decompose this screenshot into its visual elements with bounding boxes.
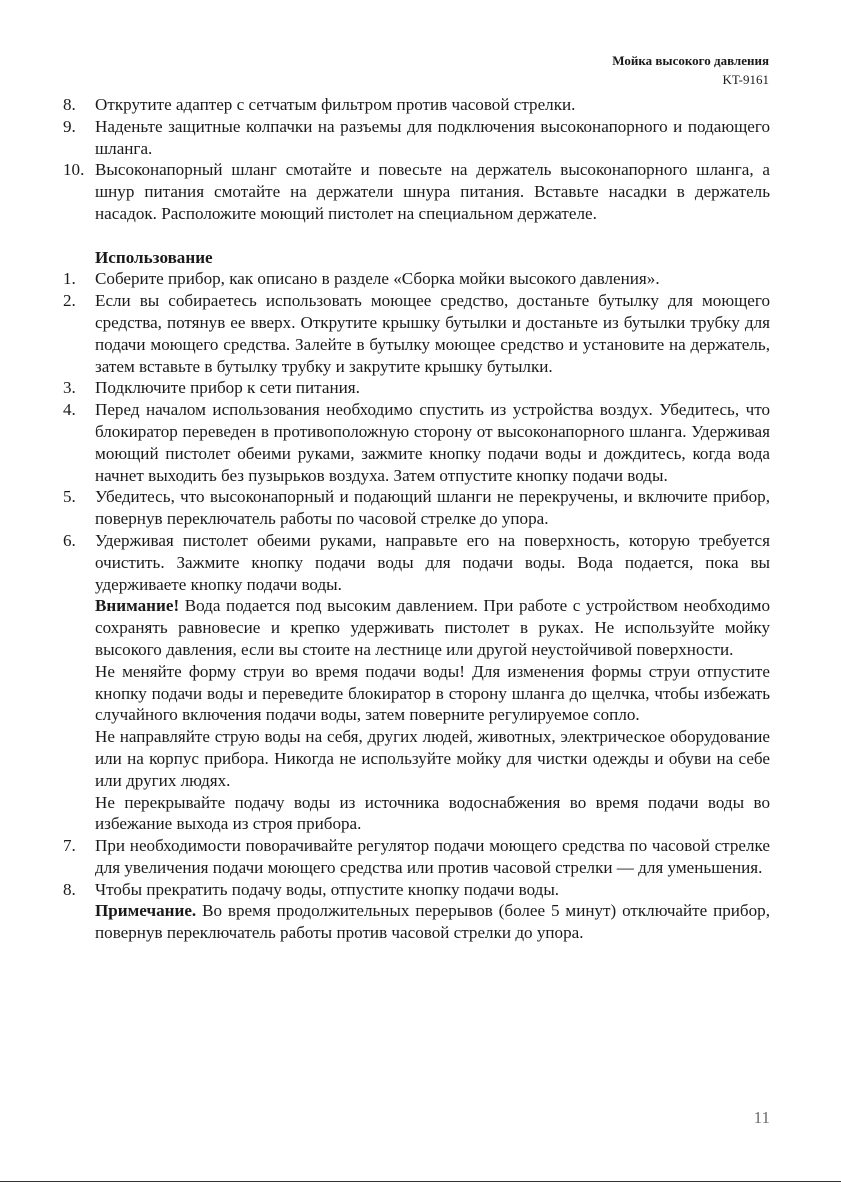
warning-paragraph [63, 595, 770, 660]
item-text: Удерживая пистолет обеими руками, направьте его на поверхность, которую требуется очистить. Зажмите кнопку подачи воды для подачи воды. Вода подается, пока вы удерживаете кнопку подачи воды. [95, 530, 770, 594]
usage-list [63, 268, 770, 595]
item-number: 9. [63, 116, 76, 136]
page-bottom-rule [0, 1181, 841, 1182]
final-list [63, 835, 770, 900]
item-text: Подключите прибор к сети питания. [95, 378, 360, 398]
warning-paragraph: Не меняйте форму струи во время подачи воды! Для изменения формы струи отпустите кнопку подачи воды и переведите блокиратор в сторону шланга до щелчка, чтобы избежать случайного включения подачи воды, затем поверните регулируемое сопло. [95, 661, 770, 725]
item-text: Высоконапорный шланг смотайте и повесьте на держатель высоконапорного шланга, а шнур питания смотайте на держатели шнура питания. Вставьте насадки в держатель насадок. Расположите моющий пистолет на специальном держателе. [95, 160, 770, 223]
section-title: Использование [95, 247, 213, 267]
item-number: 8. [63, 879, 76, 899]
list-item [63, 116, 770, 160]
list-item [63, 94, 770, 116]
item-number: 5. [63, 487, 76, 507]
note-text: Во время продолжительных перерывов (более 5 минут) отключайте прибор, повернув переключатель работы против часовой стрелки до упора. [95, 901, 770, 943]
note-lead: Примечание. [95, 901, 197, 921]
warning-paragraph: Не направляйте струю воды на себя, других людей, животных, электрическое оборудование или на корпус прибора. Никогда не используйте мойку для чистки одежды и обуви на себе или других людях. [95, 727, 770, 790]
item-number: 7. [63, 836, 76, 856]
item-text: Наденьте защитные колпачки на разъемы для подключения высоконапорного и подающего шланга. [95, 116, 770, 158]
page-number: 11 [753, 1108, 770, 1127]
list-item [63, 486, 770, 530]
page-content [63, 94, 770, 944]
warning-lead: Внимание! [95, 596, 180, 616]
item-number: 3. [63, 378, 76, 398]
item-number: 10. [63, 160, 85, 180]
item-number: 6. [63, 530, 76, 550]
warning-text: Вода подается под высоким давлением. При работе с устройством необходимо сохранять равновесие и крепко удерживать пистолет в руках. Не используйте мойку высокого давления, если вы стоите на лестнице или другой неустойчивой поверхности. [95, 596, 770, 659]
item-number: 1. [63, 269, 76, 289]
list-item [63, 879, 770, 901]
list-item [63, 835, 770, 879]
item-text: Чтобы прекратить подачу воды, отпустите кнопку подачи воды. [95, 879, 560, 899]
list-item [63, 159, 770, 224]
item-text: Перед началом использования необходимо спустить из устройства воздух. Убедитесь, что блокиратор переведен в противоположную сторону от высоконапорного шланга. Удерживая моющий пистолет обеими руками, зажмите кнопку подачи воды и дождитесь, когда вода начнет выходить без пузырьков воздуха. Затем отпустите кнопку подачи воды. [95, 400, 770, 485]
item-number: 8. [63, 95, 76, 114]
item-text: Если вы собираетесь использовать моющее средство, достаньте бутылку для моющего средства, потянув ее вверх. Открутите крышку бутылки и достаньте из бутылки трубку для подачи моющего средства. Залейте в бутылку моющее средство и установите на держатель, затем вставьте в бутылку трубку и закрутите крышку бутылки. [95, 291, 770, 376]
header-model: KT-9161 [722, 72, 769, 87]
list-item [63, 530, 770, 595]
item-text: Соберите прибор, как описано в разделе «Сборка мойки высокого давления». [95, 269, 660, 289]
warning-paragraph: Не перекрывайте подачу воды из источника водоснабжения во время подачи воды во избежание выхода из строя прибора. [95, 792, 770, 834]
list-item [63, 268, 770, 290]
item-text: Убедитесь, что высоконапорный и подающий шланги не перекручены, и включите прибор, повернув переключатель работы по часовой стрелке до упора. [95, 487, 770, 529]
top-list [63, 94, 770, 225]
header-title: Мойка высокого давления [612, 53, 769, 68]
item-number: 4. [63, 400, 76, 420]
item-number: 2. [63, 291, 76, 311]
list-item [63, 399, 770, 486]
item-text: Открутите адаптер с сетчатым фильтром против часовой стрелки. [95, 95, 576, 114]
list-item [63, 290, 770, 377]
page-header [612, 51, 769, 89]
item-text: При необходимости поворачивайте регулятор подачи моющего средства по часовой стрелке для увеличения подачи моющего средства или против часовой стрелки — для уменьшения. [95, 836, 770, 877]
note-paragraph [63, 900, 770, 944]
list-item [63, 377, 770, 399]
